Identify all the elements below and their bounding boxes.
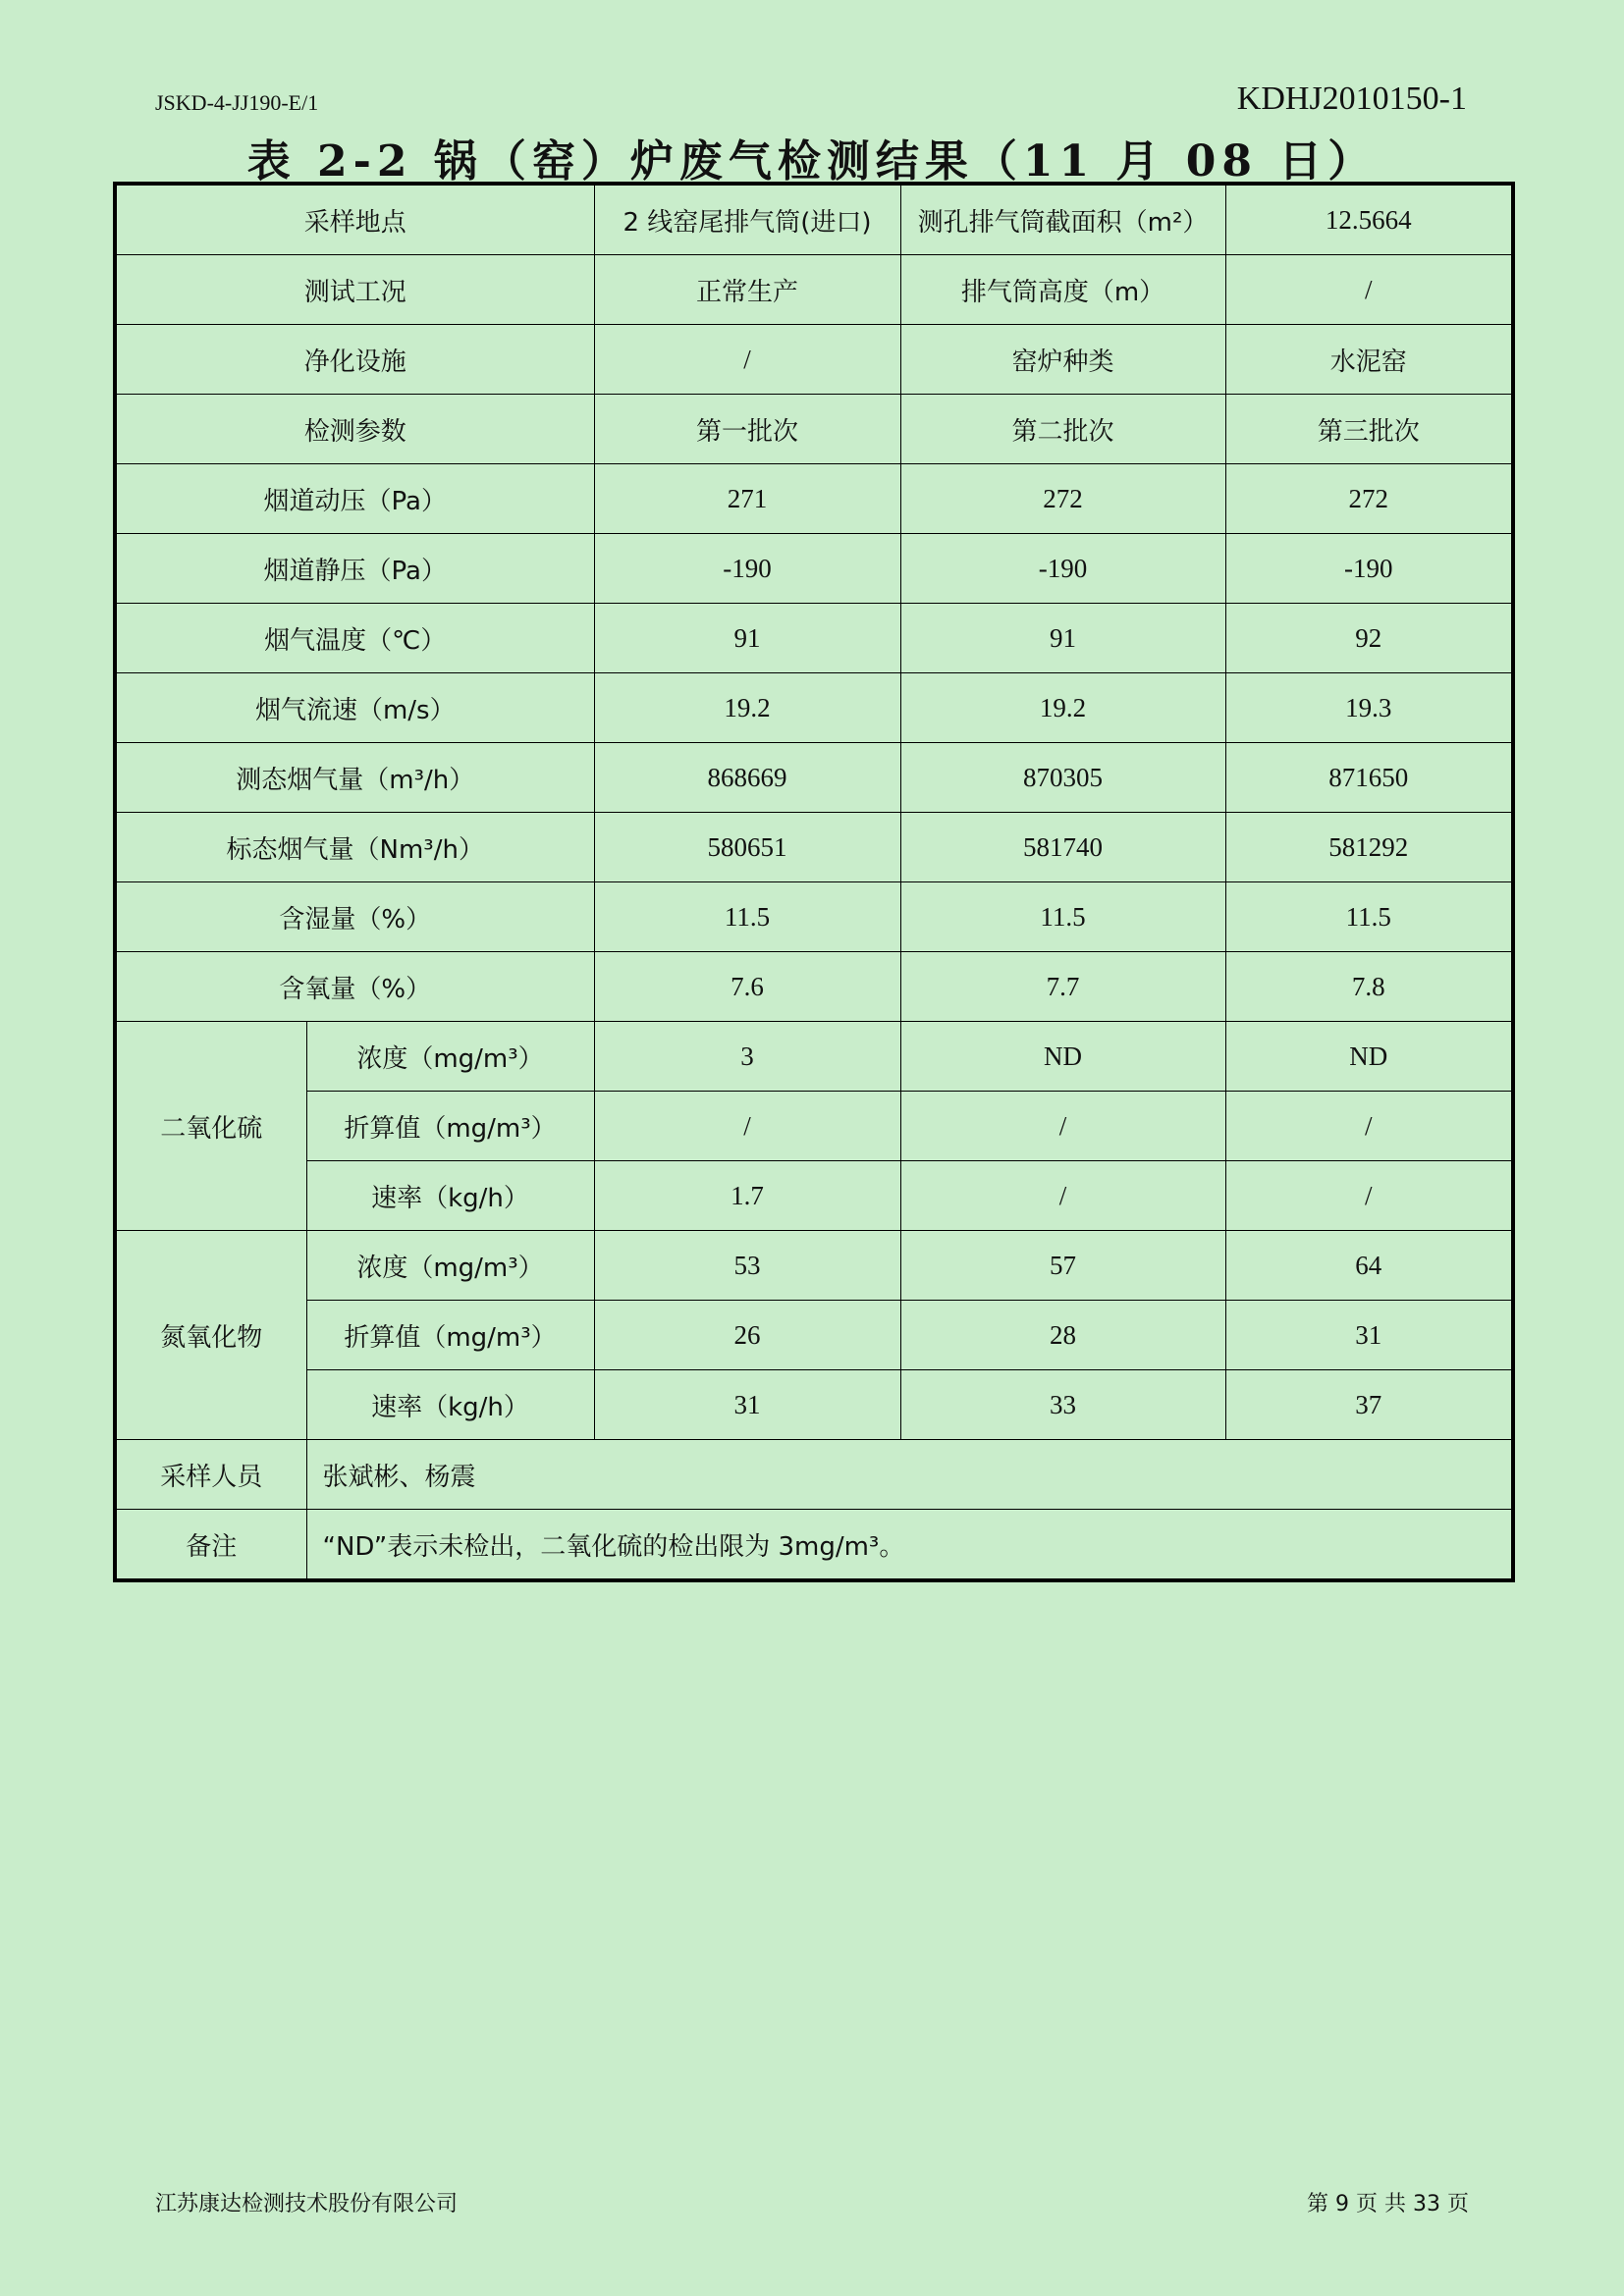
table-row <box>115 813 1513 882</box>
table-row <box>115 1092 1513 1161</box>
pollutant-name: 二氧化硫 <box>115 1022 306 1231</box>
value-cell: 581740 <box>900 813 1225 882</box>
table-row <box>115 952 1513 1022</box>
column-header: 检测参数 <box>115 395 594 464</box>
info-label: 净化设施 <box>115 325 594 395</box>
value-cell: 1.7 <box>594 1161 900 1231</box>
param-label: 速率（kg/h） <box>306 1161 594 1231</box>
table-title: 表 2-2 锅（窑）炉废气检测结果（11 月 08 日） <box>246 136 1378 187</box>
value-cell: 28 <box>900 1301 1225 1370</box>
value-cell: 272 <box>1225 464 1513 534</box>
value-cell: / <box>1225 1161 1513 1231</box>
info-label: 采样地点 <box>115 184 594 255</box>
column-header: 第二批次 <box>900 395 1225 464</box>
results-table <box>113 182 1515 1582</box>
table-row <box>115 534 1513 604</box>
param-label: 标态烟气量（Nm³/h） <box>115 813 594 882</box>
value-cell: 33 <box>900 1370 1225 1440</box>
value-cell: 7.6 <box>594 952 900 1022</box>
report-number: KDHJ2010150-1 <box>1236 80 1467 117</box>
param-label: 折算值（mg/m³） <box>306 1301 594 1370</box>
table-row <box>115 1161 1513 1231</box>
value-cell: ND <box>900 1022 1225 1092</box>
value-cell: 272 <box>900 464 1225 534</box>
value-cell: 91 <box>594 604 900 673</box>
info-label: 排气筒高度（m） <box>900 255 1225 325</box>
table-row <box>115 743 1513 813</box>
value-cell: / <box>900 1092 1225 1161</box>
table-row <box>115 184 1513 255</box>
value-cell: / <box>1225 1092 1513 1161</box>
value-cell: 3 <box>594 1022 900 1092</box>
value-cell: 26 <box>594 1301 900 1370</box>
value-cell: 19.3 <box>1225 673 1513 743</box>
table-row <box>115 1301 1513 1370</box>
page-number: 第 9 页 共 33 页 <box>1307 2192 1469 2216</box>
param-label: 浓度（mg/m³） <box>306 1022 594 1092</box>
value-cell: 271 <box>594 464 900 534</box>
table-row <box>115 1022 1513 1092</box>
value-cell: 870305 <box>900 743 1225 813</box>
info-value: 水泥窑 <box>1225 325 1513 395</box>
info-value: / <box>594 325 900 395</box>
param-label: 折算值（mg/m³） <box>306 1092 594 1161</box>
value-cell: -190 <box>900 534 1225 604</box>
value-cell: / <box>900 1161 1225 1231</box>
param-label: 烟气流速（m/s） <box>115 673 594 743</box>
info-label: 测试工况 <box>115 255 594 325</box>
value-cell: 11.5 <box>594 882 900 952</box>
param-label: 浓度（mg/m³） <box>306 1231 594 1301</box>
table-row <box>115 1370 1513 1440</box>
table-row <box>115 395 1513 464</box>
table-row <box>115 673 1513 743</box>
column-header: 第三批次 <box>1225 395 1513 464</box>
value-cell: 871650 <box>1225 743 1513 813</box>
param-label: 速率（kg/h） <box>306 1370 594 1440</box>
table-row <box>115 1231 1513 1301</box>
value-cell: / <box>594 1092 900 1161</box>
document-code: JSKD-4-JJ190-E/1 <box>155 90 319 115</box>
value-cell: 57 <box>900 1231 1225 1301</box>
value-cell: 7.8 <box>1225 952 1513 1022</box>
info-value: 正常生产 <box>594 255 900 325</box>
sampler-names: 张斌彬、杨震 <box>306 1440 1513 1510</box>
info-value: 12.5664 <box>1225 184 1513 255</box>
value-cell: 31 <box>1225 1301 1513 1370</box>
info-value: / <box>1225 255 1513 325</box>
value-cell: 19.2 <box>594 673 900 743</box>
value-cell: 581292 <box>1225 813 1513 882</box>
info-label: 窑炉种类 <box>900 325 1225 395</box>
value-cell: 580651 <box>594 813 900 882</box>
param-label: 含湿量（%） <box>115 882 594 952</box>
remark-label: 备注 <box>115 1510 306 1581</box>
pollutant-name: 氮氧化物 <box>115 1231 306 1440</box>
value-cell: 19.2 <box>900 673 1225 743</box>
value-cell: 868669 <box>594 743 900 813</box>
value-cell: 53 <box>594 1231 900 1301</box>
param-label: 测态烟气量（m³/h） <box>115 743 594 813</box>
sampler-label: 采样人员 <box>115 1440 306 1510</box>
table-row <box>115 1510 1513 1581</box>
value-cell: 11.5 <box>1225 882 1513 952</box>
table-row <box>115 255 1513 325</box>
info-value: 2 线窑尾排气筒(进口) <box>594 184 900 255</box>
value-cell: 92 <box>1225 604 1513 673</box>
remark-text: “ND”表示未检出，二氧化硫的检出限为 3mg/m³。 <box>306 1510 1513 1581</box>
table-row <box>115 1440 1513 1510</box>
table-row <box>115 604 1513 673</box>
value-cell: -190 <box>1225 534 1513 604</box>
value-cell: ND <box>1225 1022 1513 1092</box>
company-name: 江苏康达检测技术股份有限公司 <box>155 2192 459 2216</box>
param-label: 烟气温度（℃） <box>115 604 594 673</box>
table-row <box>115 325 1513 395</box>
column-header: 第一批次 <box>594 395 900 464</box>
table-row <box>115 882 1513 952</box>
param-label: 含氧量（%） <box>115 952 594 1022</box>
value-cell: 91 <box>900 604 1225 673</box>
value-cell: 11.5 <box>900 882 1225 952</box>
table-row <box>115 464 1513 534</box>
value-cell: -190 <box>594 534 900 604</box>
info-label: 测孔排气筒截面积（m²） <box>900 184 1225 255</box>
value-cell: 37 <box>1225 1370 1513 1440</box>
value-cell: 7.7 <box>900 952 1225 1022</box>
value-cell: 31 <box>594 1370 900 1440</box>
value-cell: 64 <box>1225 1231 1513 1301</box>
param-label: 烟道动压（Pa） <box>115 464 594 534</box>
param-label: 烟道静压（Pa） <box>115 534 594 604</box>
